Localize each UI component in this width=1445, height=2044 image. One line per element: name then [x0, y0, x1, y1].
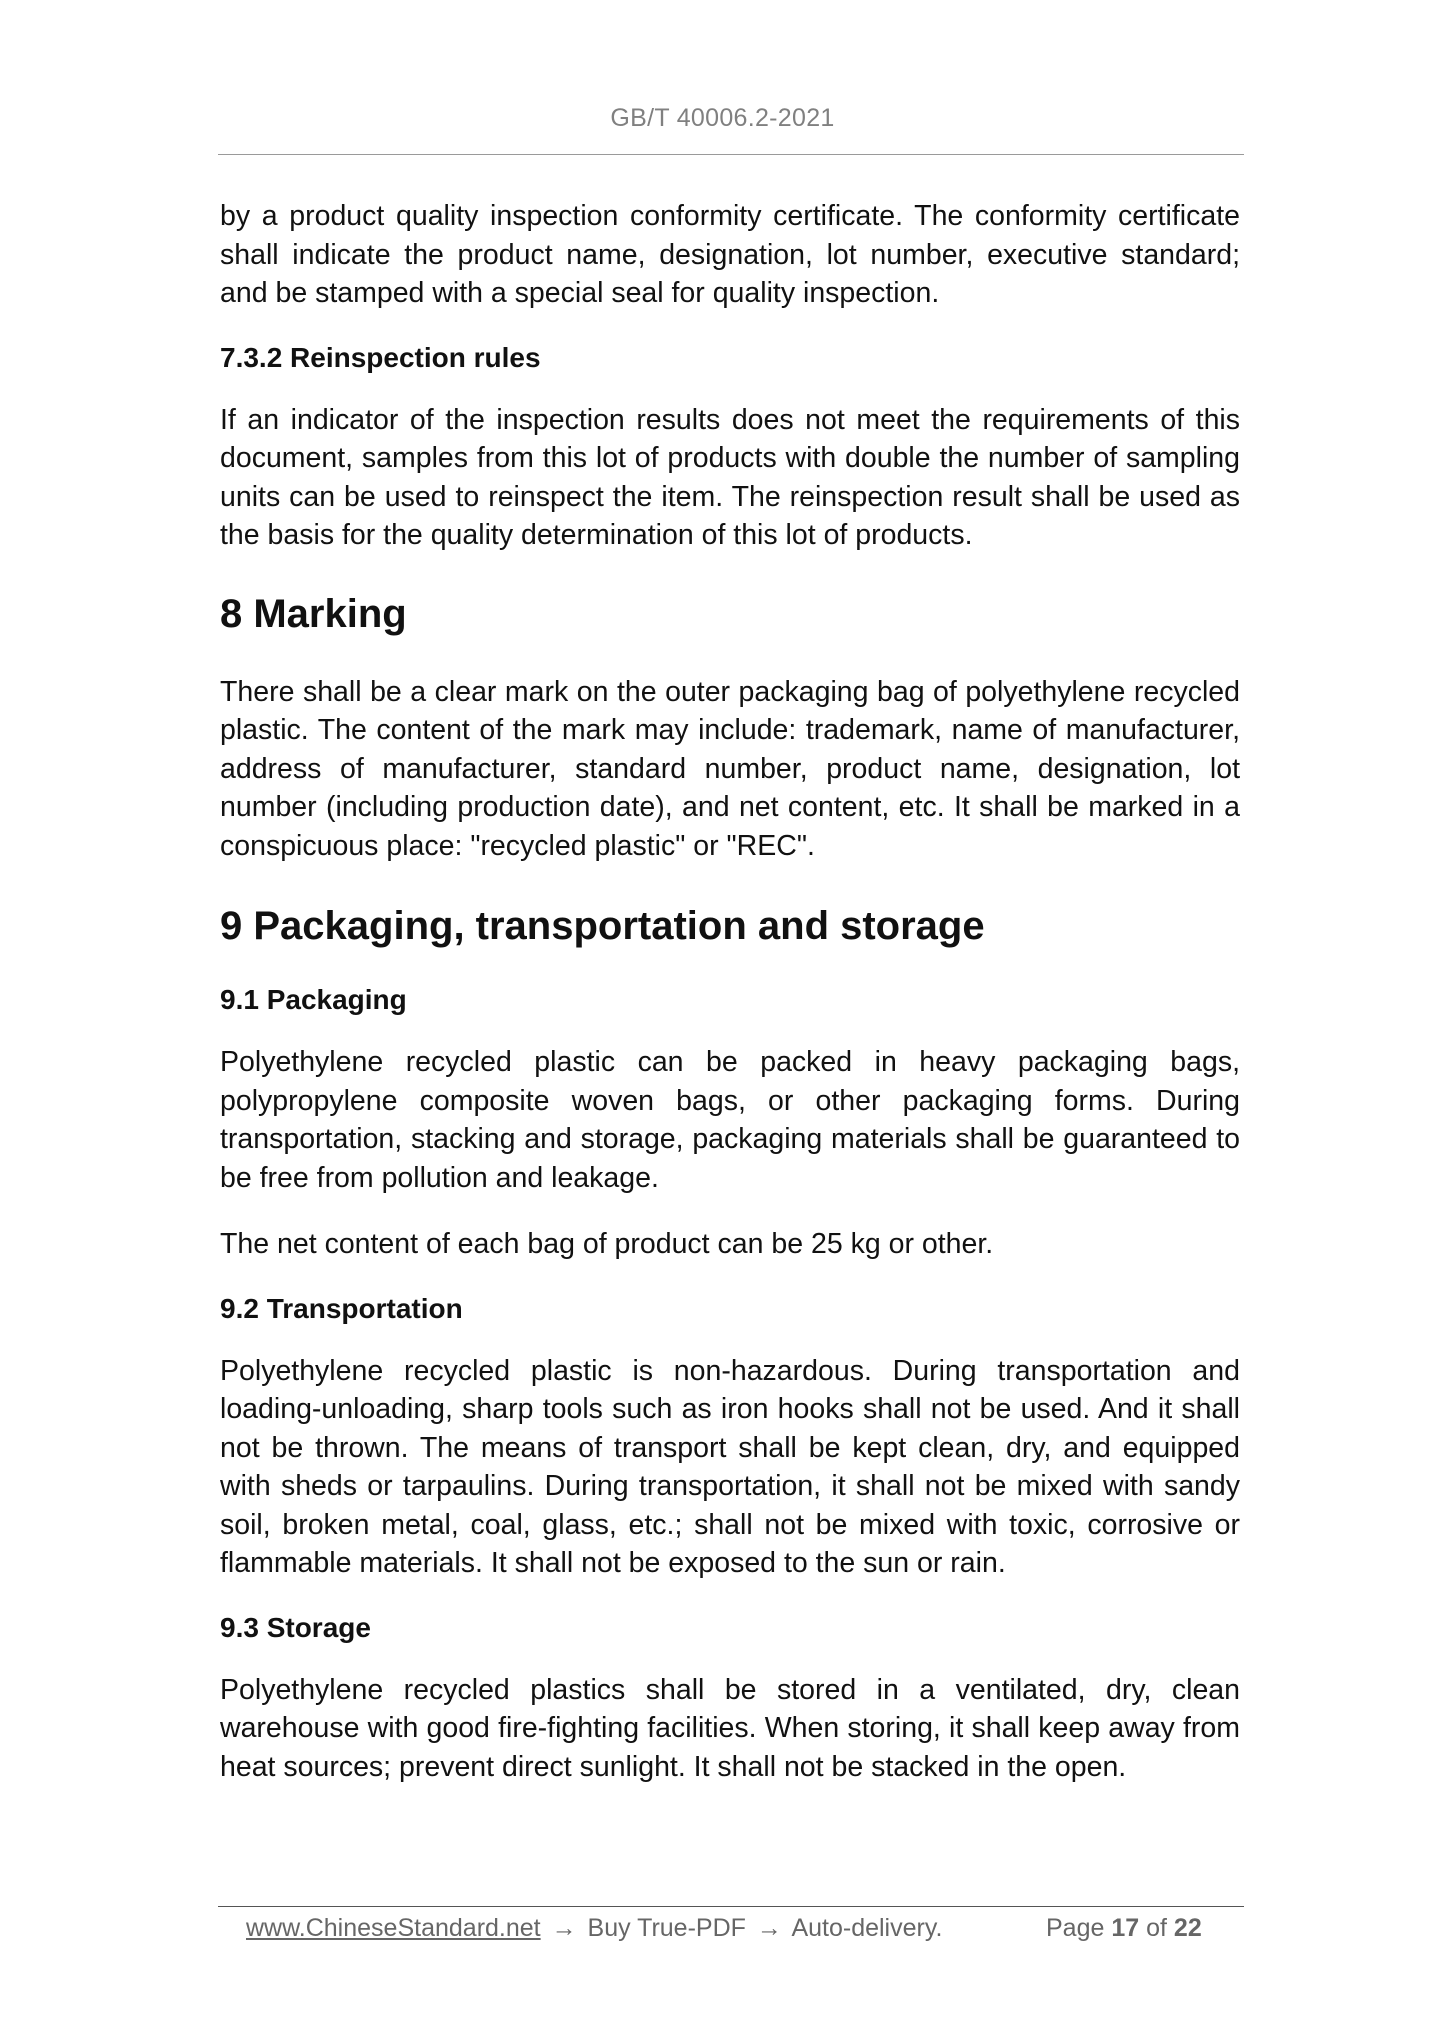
paragraph-storage: Polyethylene recycled plastics shall be stored in a ventilated, dry, clean warehouse with good fire-fighting facilities. When storing, it shall keep away from heat sources; prevent direct sunlight. It shall not be stacked in the open.: [220, 1673, 1240, 1783]
paragraph-reinspection: If an indicator of the inspection results does not meet the requirements of this document, samples from this lot of products with double the number of sampling units can be used to reinspect the item. The reinspection result shall be used as the basis for the quality determination of this lot of products.: [220, 403, 1240, 551]
heading-transportation: 9.2 Transportation: [220, 1292, 463, 1324]
heading-marking: 8 Marking: [220, 591, 407, 636]
footer-buy-text: Buy True-PDF: [587, 1914, 746, 1942]
page-content: [220, 197, 1240, 1786]
paragraph-transportation: Polyethylene recycled plastic is non-hazardous. During transportation and loading-unloading, sharp tools such as iron hooks shall not be used. And it shall not be thrown. The means of transport shall be kept clean, dry, and equipped with sheds or tarpaulins. During transportation, it shall not be mixed with sandy soil, broken metal, coal, glass, etc.; shall not be mixed with toxic, corrosive or flammable materials. It shall not be exposed to the sun or rain.: [220, 1354, 1240, 1579]
arrow-right-icon: →: [551, 1914, 577, 1942]
page-number-indicator: [1046, 1911, 1202, 1945]
page-footer: [246, 1911, 1236, 1945]
heading-reinspection-rules: 7.3.2 Reinspection rules: [220, 341, 541, 373]
paragraph-packaging-2: The net content of each bag of product can be 25 kg or other.: [220, 1228, 994, 1260]
footer-divider: [218, 1906, 1244, 1907]
arrow-right-icon: →: [756, 1914, 782, 1942]
heading-packaging: 9.1 Packaging: [220, 984, 407, 1015]
heading-storage: 9.3 Storage: [220, 1611, 371, 1643]
page-current: 17: [1111, 1914, 1140, 1942]
page-total: 22: [1173, 1914, 1202, 1942]
page-of-label: of: [1146, 1914, 1167, 1942]
paragraph-packaging-1: Polyethylene recycled plastic can be packed in heavy packaging bags, polypropylene composite woven bags, or other packaging forms. During transportation, stacking and storage, packaging materials shall be guaranteed to be free from pollution and leakage.: [220, 1046, 1240, 1194]
footer-delivery-text: Auto-delivery.: [791, 1914, 943, 1942]
header-standard-code: GB/T 40006.2-2021: [610, 104, 835, 132]
footer-site-link[interactable]: www.ChineseStandard.net: [246, 1914, 541, 1942]
paragraph-marking: There shall be a clear mark on the outer packaging bag of polyethylene recycled plastic. The content of the mark may include: trademark, name of manufacturer, address of manufacturer, standard number, product name, designation, lot number (including production date), and net content, etc. It shall be marked in a conspicuous place: "recycled plastic" or "REC".: [220, 675, 1240, 862]
heading-packaging-transportation-storage: 9 Packaging, transportation and storage: [220, 904, 985, 948]
header-divider: [218, 154, 1244, 155]
page-label: Page: [1046, 1914, 1105, 1942]
paragraph-intro: by a product quality inspection conformity certificate. The conformity certificate shall indicate the product name, designation, lot number, executive standard; and be stamped with a special seal for quality inspection.: [220, 200, 1240, 309]
